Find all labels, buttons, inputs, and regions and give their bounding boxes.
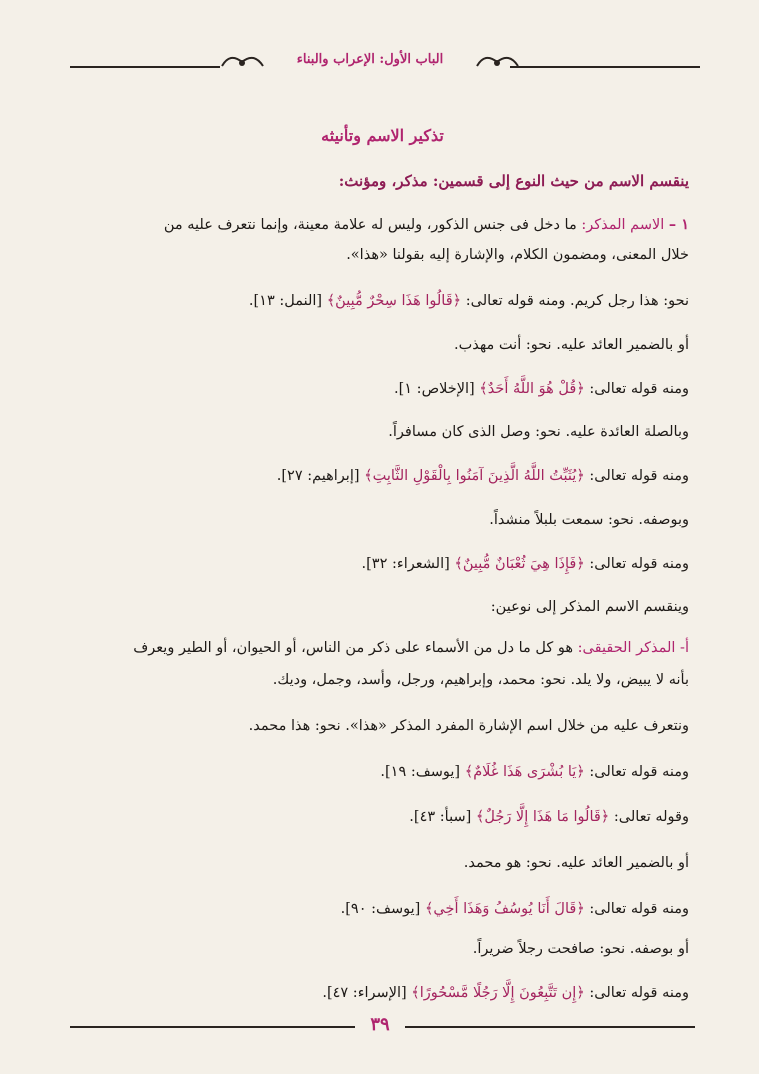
header-rule-right xyxy=(510,66,700,68)
verse-reference: [الشعراء: ٣٢]. xyxy=(361,556,450,572)
section-title: تذكير الاسم وتأنيثه xyxy=(321,126,444,145)
quran-verse: ﴿يَا بُشْرَى هَذَا غُلَامٌ﴾ xyxy=(464,764,585,780)
line-text: ومنه قوله تعالى: xyxy=(589,764,689,780)
text-line xyxy=(69,378,689,400)
text-line: أو بالضمير العائد عليه. نحو: هو محمد. xyxy=(463,855,689,871)
text-line: أو بوصفه. نحو: صافحت رجلاً ضريراً. xyxy=(472,941,689,957)
text-line: وينقسم الاسم المذكر إلى نوعين: xyxy=(490,599,689,615)
text-line xyxy=(69,465,689,487)
text-line: خلال المعنى، ومضمون الكلام، والإشارة إليه بقولنا «هذا». xyxy=(346,247,689,263)
verse-reference: [سبأ: ٤٣]. xyxy=(409,809,472,825)
footer-rule-left xyxy=(70,1026,355,1028)
verse-reference: [الإسراء: ٤٧]. xyxy=(322,985,407,1001)
line-text: ومنه قوله تعالى: xyxy=(589,985,689,1001)
footer-rule-right xyxy=(405,1026,695,1028)
verse-reference: [يوسف: ٩٠]. xyxy=(340,901,421,917)
text-line xyxy=(69,637,689,659)
term: أ- المذكر الحقيقى: xyxy=(577,640,689,656)
quran-verse: ﴿إِن تَتَّبِعُونَ إِلَّا رَجُلًا مَّسْحُورًا﴾ xyxy=(411,985,585,1001)
line-text: نحو: هذا رجل كريم. ومنه قوله تعالى: xyxy=(465,293,689,309)
text-line xyxy=(69,214,689,236)
text-line xyxy=(69,982,689,1004)
item-number: ١ – xyxy=(668,216,689,233)
header-title: الباب الأول: الإعراب والبناء xyxy=(296,52,444,67)
verse-reference: [إبراهيم: ٢٧]. xyxy=(276,468,360,484)
quran-verse: ﴿قَالَ أَنَا يُوسُفُ وَهَذَا أَخِي﴾ xyxy=(424,901,585,917)
verse-reference: [يوسف: ١٩]. xyxy=(380,764,461,780)
quran-verse: ﴿قُلْ هُوَ اللَّهُ أَحَدٌ﴾ xyxy=(479,381,585,397)
text-line xyxy=(69,290,689,312)
text-line: ونتعرف عليه من خلال اسم الإشارة المفرد المذكر «هذا». نحو: هذا محمد. xyxy=(248,718,689,734)
verse-reference: [النمل: ١٣]. xyxy=(248,293,323,309)
text-line: وبوصفه. نحو: سمعت بلبلاً منشداً. xyxy=(489,512,689,528)
text-line xyxy=(69,553,689,575)
ornament-icon xyxy=(220,48,265,74)
text-line: وبالصلة العائدة عليه. نحو: وصل الذى كان مسافراً. xyxy=(388,424,689,440)
ornament-icon xyxy=(475,48,520,74)
quran-verse: ﴿قَالُوا هَذَا سِحْرٌ مُّبِينٌ﴾ xyxy=(326,293,462,309)
page-number: ٣٩ xyxy=(370,1014,390,1035)
text-line xyxy=(69,761,689,783)
line-text: هو كل ما دل من الأسماء على ذكر من الناس، أو الحيوان، أو الطير ويعرف xyxy=(133,640,574,656)
quran-verse: ﴿يُثَبِّتُ اللَّهُ الَّذِينَ آمَنُوا بِالْقَوْلِ الثَّابِتِ﴾ xyxy=(364,468,585,484)
verse-reference: [الإخلاص: ١]. xyxy=(394,381,475,397)
header-rule-left xyxy=(70,66,220,68)
term: الاسم المذكر: xyxy=(581,217,665,233)
text-line: بأنه لا يبيض، ولا يلد. نحو: محمد، وإبراهيم، ورجل، وأسد، وجمل، وديك. xyxy=(272,672,689,688)
text-line: أو بالضمير العائد عليه. نحو: أنت مهذب. xyxy=(453,337,689,353)
text-line xyxy=(69,898,689,920)
quran-verse: ﴿فَإِذَا هِيَ ثُعْبَانٌ مُّبِينٌ﴾ xyxy=(454,556,585,572)
line-text: ومنه قوله تعالى: xyxy=(589,381,689,397)
quran-verse: ﴿قَالُوا مَا هَذَا إِلَّا رَجُلٌ﴾ xyxy=(475,809,610,825)
line-text: ومنه قوله تعالى: xyxy=(589,901,689,917)
line-text: ومنه قوله تعالى: xyxy=(589,468,689,484)
line-text: ومنه قوله تعالى: xyxy=(589,556,689,572)
subtitle: ينقسم الاسم من حيث النوع إلى قسمين: مذكر، ومؤنث: xyxy=(338,172,689,190)
line-text: ما دخل فى جنس الذكور، وليس له علامة معينة، وإنما نتعرف عليه من xyxy=(163,217,577,233)
running-header xyxy=(70,40,700,80)
text-line xyxy=(69,806,689,828)
line-text: وقوله تعالى: xyxy=(613,809,689,825)
